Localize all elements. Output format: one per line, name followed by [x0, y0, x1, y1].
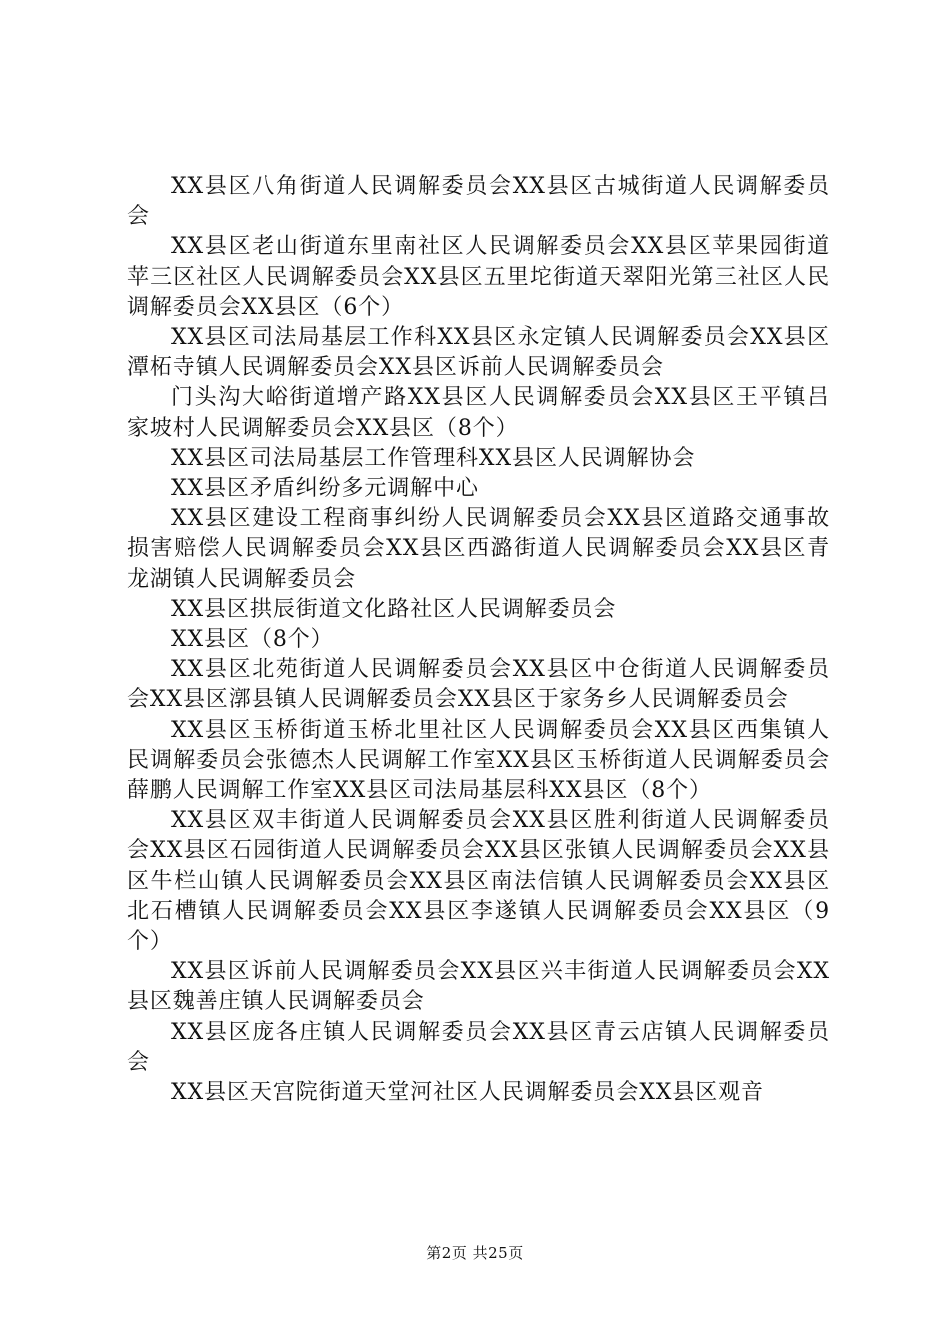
- paragraph: XX县区北苑街道人民调解委员会XX县区中仓街道人民调解委员会XX县区漷县镇人民调解委员会XX县区于家务乡人民调解委员会: [127, 657, 830, 713]
- paragraph: XX县区矛盾纠纷多元调解中心: [171, 476, 479, 502]
- paragraph: XX县区庞各庄镇人民调解委员会XX县区青云店镇人民调解委员会: [127, 1019, 830, 1075]
- page-number-footer: 第2页 共25页: [426, 1244, 524, 1262]
- paragraph: XX县区双丰街道人民调解委员会XX县区胜利街道人民调解委员会XX县区石园街道人民调解委员会XX县区张镇人民调解委员会XX县区牛栏山镇人民调解委员会XX县区南法信镇人民调解委员会XX县区北石槽镇人民调解委员会XX县区李遂镇人民调解委员会XX县区（9个）: [127, 808, 830, 955]
- paragraph: XX县区老山街道东里南社区人民调解委员会XX县区苹果园街道苹三区社区人民调解委员会XX县区五里坨街道天翠阳光第三社区人民调解委员会XX县区（6个）: [127, 234, 830, 320]
- paragraph: XX县区玉桥街道玉桥北里社区人民调解委员会XX县区西集镇人民调解委员会张德杰人民调解工作室XX县区玉桥街道人民调解委员会薛鹏人民调解工作室XX县区司法局基层科XX县区（8个）: [127, 717, 830, 804]
- paragraph: XX县区建设工程商事纠纷人民调解委员会XX县区道路交通事故损害赔偿人民调解委员会XX县区西潞街道人民调解委员会XX县区青龙湖镇人民调解委员会: [127, 506, 830, 592]
- paragraph: XX县区天宫院街道天堂河社区人民调解委员会XX县区观音: [171, 1080, 764, 1106]
- paragraph: 门头沟大峪街道增产路XX县区人民调解委员会XX县区王平镇吕家坡村人民调解委员会XX县区（8个）: [127, 385, 830, 441]
- paragraph: XX县区（8个）: [171, 627, 334, 653]
- paragraph: XX县区司法局基层工作科XX县区永定镇人民调解委员会XX县区潭柘寺镇人民调解委员会XX县区诉前人民调解委员会: [127, 325, 830, 381]
- paragraph: XX县区司法局基层工作管理科XX县区人民调解协会: [171, 445, 696, 471]
- document-body: [127, 172, 830, 1108]
- paragraph: XX县区拱辰街道文化路社区人民调解委员会: [171, 596, 617, 622]
- paragraph: XX县区八角街道人民调解委员会XX县区古城街道人民调解委员会: [127, 174, 830, 230]
- paragraph: XX县区诉前人民调解委员会XX县区兴丰街道人民调解委员会XX县区魏善庄镇人民调解委员会: [127, 959, 830, 1015]
